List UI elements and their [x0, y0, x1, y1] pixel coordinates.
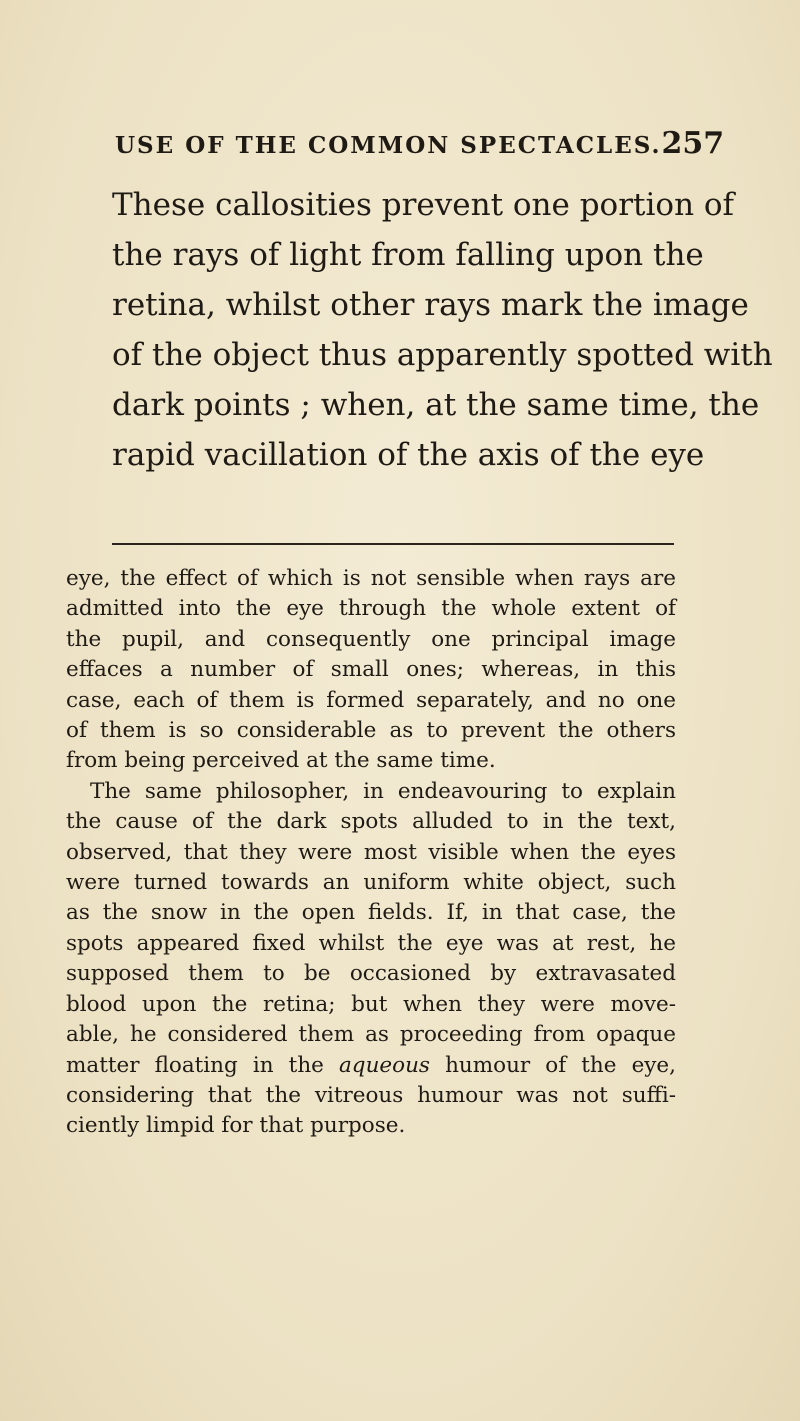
main-text: [112, 180, 773, 480]
footnote-line: as the snow in the open fields. If, in that case, the: [66, 900, 676, 926]
footnote-line: from being perceived at the same time.: [66, 748, 496, 774]
footnote-line: the cause of the dark spots alluded to in the text,: [66, 809, 676, 835]
italic-term: aqueous: [338, 1052, 430, 1078]
footnote-line: ciently limpid for that purpose.: [66, 1113, 406, 1139]
footnote-line: observed, that they were most visible when the eyes: [66, 839, 676, 865]
main-text-line: These callosities prevent one portion of: [112, 187, 735, 223]
main-text-line: retina, whilst other rays mark the image: [112, 287, 749, 323]
main-text-line: the rays of light from falling upon the: [112, 237, 704, 273]
footnote-line: effaces a number of small ones; whereas, in this: [66, 657, 676, 683]
main-text-line: of the object thus apparently spotted with: [112, 337, 773, 373]
main-text-line: dark points ; when, at the same time, the: [112, 387, 760, 423]
main-text-line: rapid vacillation of the axis of the eye: [112, 437, 705, 473]
footnote-line: were turned towards an uniform white object, such: [66, 870, 676, 896]
page-header: [115, 126, 725, 161]
footnote-line: of them is so considerable as to prevent the others: [66, 718, 676, 744]
footnote-text: humour of the eye,: [445, 1052, 676, 1078]
footnote-line: blood upon the retina; but when they were move-: [66, 991, 676, 1017]
footnote-divider: [112, 543, 674, 545]
footnote-line: eye, the effect of which is not sensible when rays are: [66, 566, 676, 591]
footnote-text: matter floating in the: [66, 1052, 324, 1078]
footnote-line: case, each of them is formed separately, and no one: [66, 687, 676, 713]
footnote-line: the pupil, and consequently one principal image: [66, 626, 676, 652]
footnote-line: admitted into the eye through the whole extent of: [66, 596, 676, 622]
footnote-line: The same philosopher, in endeavouring to explain: [90, 778, 676, 804]
footnote-line: considering that the vitreous humour was not suffi-: [66, 1082, 676, 1108]
footnote-line: able, he considered them as proceeding from opaque: [66, 1022, 676, 1048]
running-head: USE OF THE COMMON SPECTACLES.: [115, 132, 662, 159]
footnote-line: supposed them to be occasioned by extravasated: [66, 961, 676, 987]
footnote-line-with-italic: [66, 1051, 676, 1081]
footnote-line: spots appeared fixed whilst the eye was at rest, he: [66, 930, 676, 956]
page-number: 257: [661, 126, 725, 161]
footnote: [66, 564, 676, 1142]
